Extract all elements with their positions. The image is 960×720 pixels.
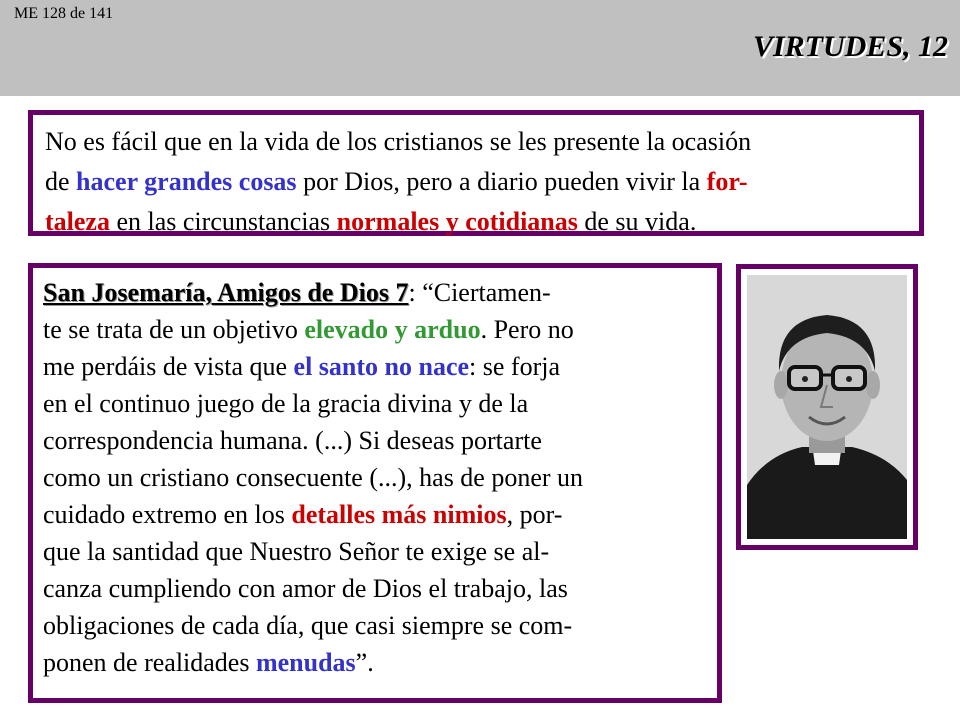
quote-line: como un cristiano consecuente (...), has de poner un: [43, 463, 584, 492]
quote-line: [43, 644, 717, 681]
quote-line: canza cumpliendo con amor de Dios el trabajo, las: [43, 574, 568, 603]
text: de su vida.: [577, 207, 697, 236]
emphasis-text: taleza: [45, 207, 110, 236]
slide-title: VIRTUDES, 12: [752, 30, 948, 63]
text: ponen de realidades: [43, 648, 256, 677]
intro-line: [45, 122, 919, 162]
intro-line: [45, 162, 919, 202]
intro-box: [28, 110, 924, 236]
text: : “Ciertamen-: [408, 278, 551, 307]
text: de: [45, 167, 77, 196]
quote-line: [43, 311, 717, 348]
text: te se trata de un objetivo: [43, 315, 305, 344]
quote-line: obligaciones de cada día, que casi siempre se com-: [43, 611, 573, 640]
text: cuidado extremo en los: [43, 500, 292, 529]
emphasis-text: hacer grandes cosas: [76, 167, 297, 196]
emphasis-text: detalles más nimios: [291, 500, 507, 529]
slide-counter: ME 128 de 141: [14, 5, 114, 22]
portrait-frame: [736, 264, 918, 550]
text: : se forja: [469, 352, 560, 381]
quote-line: en el continuo juego de la gracia divina y de la: [43, 389, 529, 418]
quote-line: [43, 274, 717, 311]
quote-line: que la santidad que Nuestro Señor te exige se al-: [43, 537, 550, 566]
quote-line: [43, 348, 717, 385]
intro-line: [45, 202, 919, 242]
text: No es fácil que en la vida de los cristianos se les presente la ocasión: [45, 127, 752, 156]
text: por Dios, pero a diario pueden vivir la: [296, 167, 707, 196]
quote-box: [28, 263, 722, 703]
quote-line: correspondencia humana. (...) Si deseas portarte: [43, 426, 542, 455]
text: . Pero no: [480, 315, 574, 344]
text: , por-: [506, 500, 563, 529]
text: en las circunstancias: [109, 207, 337, 236]
emphasis-text: menudas: [255, 648, 356, 677]
emphasis-text: normales y cotidianas: [336, 207, 578, 236]
emphasis-text: elevado y arduo: [304, 315, 481, 344]
text: me perdáis de vista que: [43, 352, 294, 381]
slide-header: [0, 0, 960, 96]
emphasis-text: el santo no nace: [293, 352, 470, 381]
portrait-photo: [747, 275, 907, 539]
quote-line: [43, 496, 717, 533]
text: ”.: [355, 648, 374, 677]
emphasis-text: for-: [706, 167, 748, 196]
quote-source: San Josemaría, Amigos de Dios 7: [43, 278, 409, 307]
